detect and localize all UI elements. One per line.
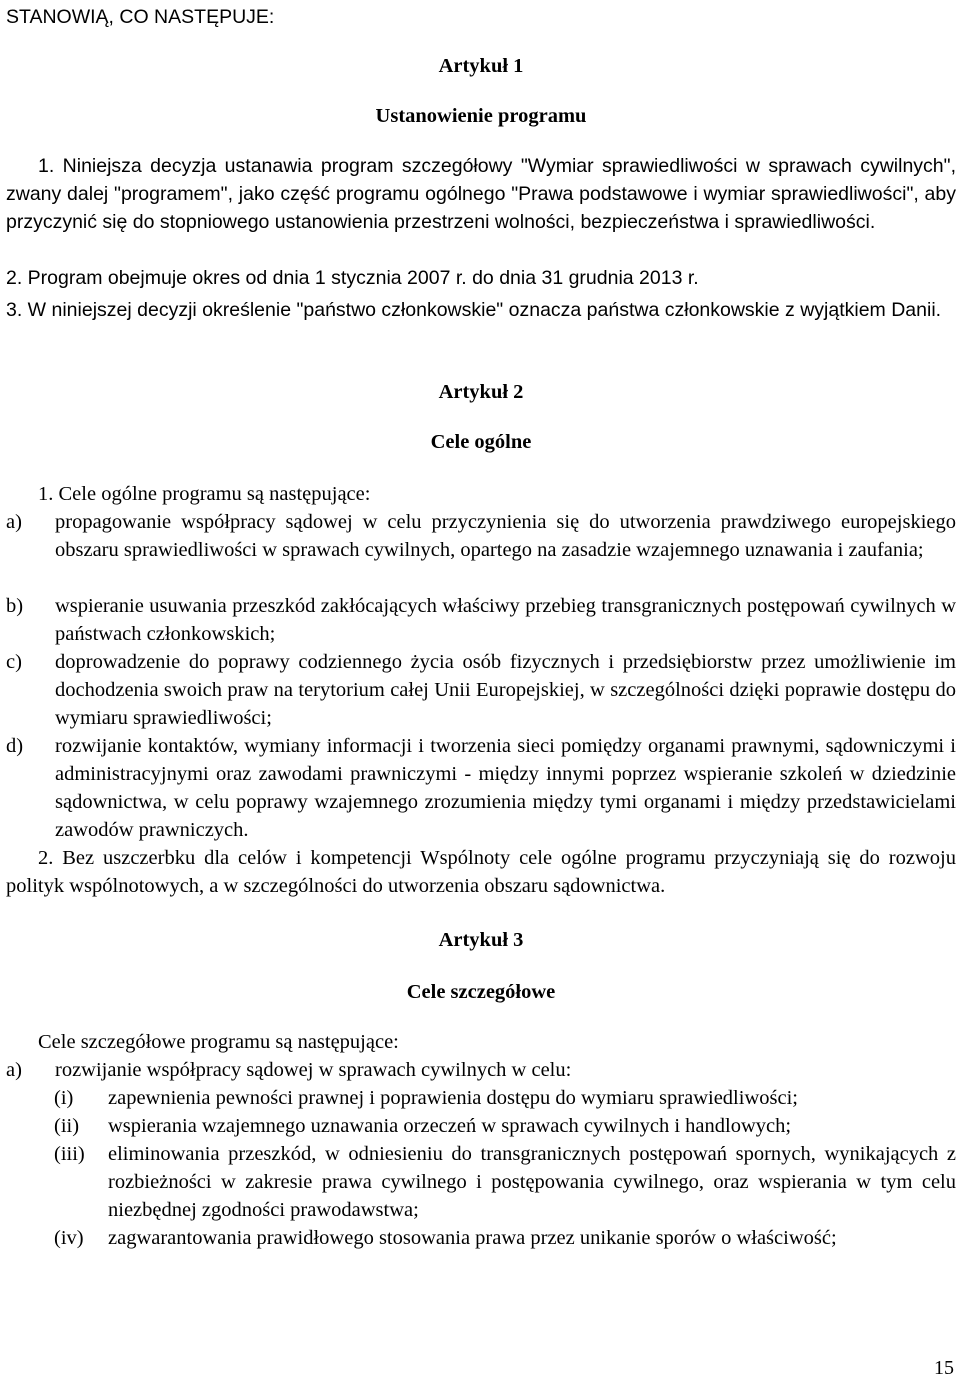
page-number: 15 [934, 1357, 954, 1379]
sub-list-item [54, 1112, 956, 1140]
sub-list-item [54, 1224, 956, 1252]
article-1-title: Artykuł 1 [438, 55, 524, 77]
list-item-label: c) [6, 651, 22, 673]
article-2-title: Artykuł 2 [438, 381, 524, 403]
list-item [6, 508, 956, 564]
article-3-intro: Cele szczegółowe programu są następujące: [38, 1031, 399, 1053]
list-item-text: doprowadzenie do poprawy codziennego życia osób fizycznych i przedsiębiorstw przez umożliwienie im dochodzenia swoich praw na terytorium całej Unii Europejskiej, w szczególności dzięki poprawie dostępu do wymiaru sprawiedliwości; [55, 651, 956, 729]
sub-list-item-label: (iii) [54, 1143, 85, 1165]
list-item-text: rozwijanie kontaktów, wymiany informacji i tworzenia sieci pomiędzy organami prawnymi, sądowniczymi i administracyjnymi oraz zawodami prawniczymi - między innymi poprzez wspieranie szkoleń w dziedzinie sądownictwa, w celu poprawy wzajemnego zrozumienia między tymi organami i między przedstawicielami zawodów prawniczych. [55, 735, 956, 841]
article-2-intro: 1. Cele ogólne programu są następujące: [38, 483, 371, 505]
article-2-subtitle: Cele ogólne [430, 431, 532, 453]
sub-list-item-text: wspierania wzajemnego uznawania orzeczeń w sprawach cywilnych i handlowych; [108, 1115, 792, 1137]
sub-list-item-label: (iv) [54, 1227, 84, 1249]
sub-list-item-text: eliminowania przeszkód, w odniesieniu do transgranicznych postępowań spornych, wynikających z rozbieżności w zakresie prawa cywilnego i postępowania cywilnego, oraz wspierania w tym celu niezbędnej zgodności prawodawstwa; [108, 1143, 956, 1221]
list-item-text: propagowanie współpracy sądowej w celu przyczynienia się do utworzenia prawdziwego europejskiego obszaru sprawiedliwości w sprawach cywilnych, opartego na zasadzie wzajemnego uznawania i zaufania; [55, 511, 956, 561]
list-item [6, 1056, 956, 1084]
sub-list-item-text: zagwarantowania prawidłowego stosowania prawa przez unikanie sporów o właściwość; [108, 1227, 837, 1249]
article-1-paragraph-3: 3. W niniejszej decyzji określenie "państwo członkowskie" oznacza państwa członkowskie z wyjątkiem Danii. [6, 299, 942, 321]
list-item-label: b) [6, 595, 24, 617]
list-item [6, 732, 956, 844]
article-3-subtitle: Cele szczegółowe [406, 981, 556, 1003]
sub-list-item-text: zapewnienia pewności prawnej i poprawienia dostępu do wymiaru sprawiedliwości; [108, 1087, 798, 1109]
list-item-text: rozwijanie współpracy sądowej w sprawach cywilnych w celu: [55, 1059, 572, 1081]
list-item [6, 648, 956, 732]
sub-list-item-label: (i) [54, 1087, 74, 1109]
article-2-paragraph-2: 2. Bez uszczerbku dla celów i kompetencji Wspólnoty cele ogólne programu przyczyniają się do rozwoju polityk wspólnotowych, a w szczególności do utworzenia obszaru sądownictwa. [6, 847, 956, 897]
list-item-label: a) [6, 1059, 22, 1081]
sub-list-item-label: (ii) [54, 1115, 80, 1137]
article-1-paragraph-2: 2. Program obejmuje okres od dnia 1 stycznia 2007 r. do dnia 31 grudnia 2013 r. [6, 267, 699, 289]
article-3-title: Artykuł 3 [438, 929, 524, 951]
list-item-label: d) [6, 735, 24, 757]
list-item [6, 592, 956, 648]
article-1-paragraph-1: 1. Niniejsza decyzja ustanawia program szczegółowy "Wymiar sprawiedliwości w sprawach cywilnych", zwany dalej "programem", jako część programu ogólnego "Prawa podstawowe i wymiar sprawiedliwości", aby przyczynić się do stopniowego ustanowienia przestrzeni wolności, bezpieczeństwa i sprawiedliwości. [6, 155, 956, 233]
list-item-text: wspieranie usuwania przeszkód zakłócających właściwy przebieg transgranicznych postępowań cywilnych w państwach członkowskich; [55, 595, 956, 645]
document-header: STANOWIĄ, CO NASTĘPUJE: [6, 6, 275, 28]
sub-list-item [54, 1140, 956, 1224]
list-item-label: a) [6, 511, 22, 533]
article-1-subtitle: Ustanowienie programu [375, 105, 587, 127]
sub-list-item [54, 1084, 956, 1112]
